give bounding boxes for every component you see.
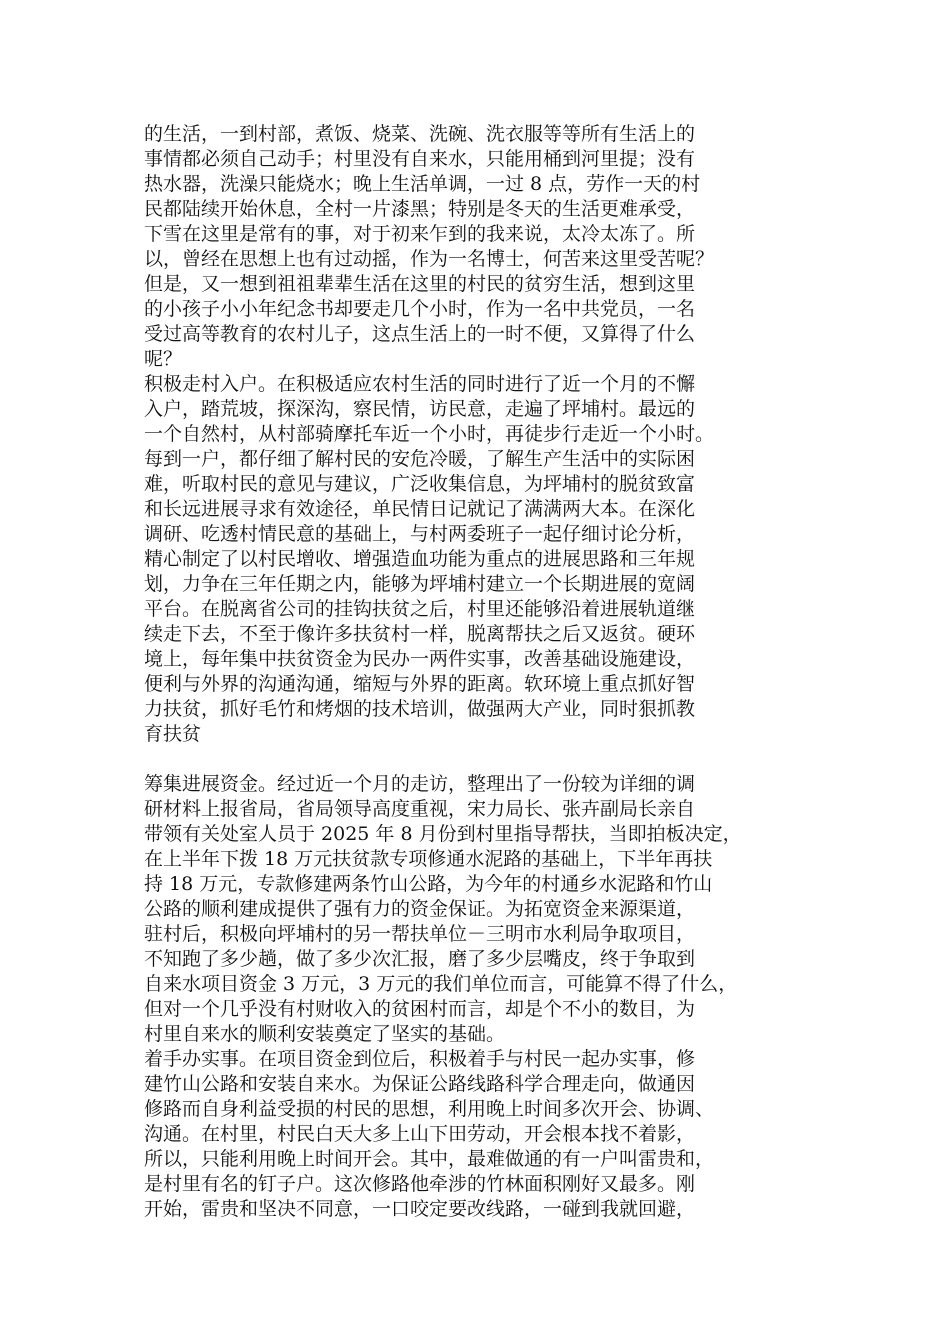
- text-line: 的小孩子小小年纪念书却要走几个小时，作为一名中共党员，一名: [144, 298, 696, 320]
- text-line: 民都陆续开始休息，全村一片漆黑；特别是冬天的生活更难承受，: [144, 198, 696, 220]
- document-body: [144, 122, 816, 1222]
- text-line: 热水器，洗澡只能烧水；晚上生活单调，一过 8 点，劳作一天的村: [144, 173, 701, 195]
- text-line: 划，力争在三年任期之内，能够为坪埔村建立一个长期进展的宽阔: [144, 573, 696, 595]
- text-line: 难，听取村民的意见与建议，广泛收集信息，为坪埔村的脱贫致富: [144, 473, 696, 495]
- text-line: 研材料上报省局，省局领导高度重视，宋力局长、张卉副局长亲自: [144, 798, 696, 820]
- text-line: 在上半年下拨 18 万元扶贫款专项修通水泥路的基础上，下半年再扶: [144, 848, 713, 870]
- text-line: 每到一户，都仔细了解村民的安危冷暖，了解生产生活中的实际困: [144, 448, 696, 470]
- text-line: 事情都必须自己动手；村里没有自来水，只能用桶到河里提；没有: [144, 148, 696, 170]
- text-line: 修路而自身利益受损的村民的思想，利用晚上时间多次开会、协调、: [144, 1098, 715, 1120]
- text-line: 但对一个几乎没有村财收入的贫困村而言，却是个不小的数目，为: [144, 998, 696, 1020]
- text-line: 沟通。在村里，村民白天大多上山下田劳动，开会根本找不着影，: [144, 1123, 696, 1145]
- text-line: 是村里有名的钉子户。这次修路他牵涉的竹林面积刚好又最多。刚: [144, 1173, 696, 1195]
- paragraph-living-conditions: [144, 122, 816, 372]
- paragraph-spacer: [144, 747, 816, 772]
- text-line: 续走下去，不至于像许多扶贫村一样，脱离帮扶之后又返贫。硬环: [144, 623, 696, 645]
- text-line: 筹集进展资金。经过近一个月的走访，整理出了一份较为详细的调: [144, 773, 696, 795]
- text-line: 便利与外界的沟通沟通，缩短与外界的距离。软环境上重点抓好智: [144, 673, 696, 695]
- text-line: 力扶贫，抓好毛竹和烤烟的技术培训，做强两大产业，同时狠抓教: [144, 698, 696, 720]
- text-line: 境上，每年集中扶贫资金为民办一两件实事，改善基础设施建设，: [144, 648, 696, 670]
- text-line: 持 18 万元，专款修建两条竹山公路，为今年的村通乡水泥路和竹山: [144, 873, 713, 895]
- text-line: 和长远进展寻求有效途径，单民情日记就记了满满两大本。在深化: [144, 498, 696, 520]
- text-line: 以，曾经在思想上也有过动摇，作为一名博士，何苦来这里受苦呢？: [144, 248, 715, 270]
- text-line: 所以，只能利用晚上时间开会。其中，最难做通的有一户叫雷贵和，: [144, 1148, 715, 1170]
- text-line: 建竹山公路和安装自来水。为保证公路线路科学合理走向，做通因: [144, 1073, 696, 1095]
- text-line: 积极走村入户。在积极适应农村生活的同时进行了近一个月的不懈: [144, 373, 696, 395]
- text-line: 下雪在这里是常有的事，对于初来乍到的我来说，太冷太冻了。所: [144, 223, 696, 245]
- text-line: 呢？: [144, 348, 183, 370]
- text-line: 但是，又一想到祖祖辈辈生活在这里的村民的贫穷生活，想到这里: [144, 273, 696, 295]
- text-line: 入户，踏荒坡，探深沟，察民情，访民意，走遍了坪埔村。最远的: [144, 398, 696, 420]
- paragraph-raising-funds: [144, 772, 816, 1047]
- text-line: 不知跑了多少趟，做了多少次汇报，磨了多少层嘴皮，终于争取到: [144, 948, 696, 970]
- paragraph-practical-work: [144, 1047, 816, 1222]
- text-line: 育扶贫: [144, 723, 202, 745]
- text-line: 受过高等教育的农村儿子，这点生活上的一时不便，又算得了什么: [144, 323, 696, 345]
- text-line: 驻村后，积极向坪埔村的另一帮扶单位－三明市水利局争取项目，: [144, 923, 696, 945]
- paragraph-village-visits: [144, 372, 816, 747]
- text-line: 自来水项目资金 3 万元，3 万元的我们单位而言，可能算不得了什么，: [144, 973, 738, 995]
- text-line: 带领有关处室人员于 2025 年 8 月份到村里指导帮扶，当即拍板决定，: [144, 823, 742, 845]
- text-line: 着手办实事。在项目资金到位后，积极着手与村民一起办实事，修: [144, 1048, 696, 1070]
- text-line: 精心制定了以村民增收、增强造血功能为重点的进展思路和三年规: [144, 548, 696, 570]
- text-line: 平台。在脱离省公司的挂钩扶贫之后，村里还能够沿着进展轨道继: [144, 598, 696, 620]
- text-line: 的生活，一到村部，煮饭、烧菜、洗碗、洗衣服等等所有生活上的: [144, 123, 696, 145]
- text-line: 开始，雷贵和坚决不同意，一口咬定要改线路，一碰到我就回避，: [144, 1198, 696, 1220]
- text-line: 调研、吃透村情民意的基础上，与村两委班子一起仔细讨论分析，: [144, 523, 696, 545]
- text-line: 一个自然村，从村部骑摩托车近一个小时，再徒步行走近一个小时。: [144, 423, 715, 445]
- text-line: 公路的顺利建成提供了强有力的资金保证。为拓宽资金来源渠道，: [144, 898, 696, 920]
- text-line: 村里自来水的顺利安装奠定了坚实的基础。: [144, 1023, 506, 1045]
